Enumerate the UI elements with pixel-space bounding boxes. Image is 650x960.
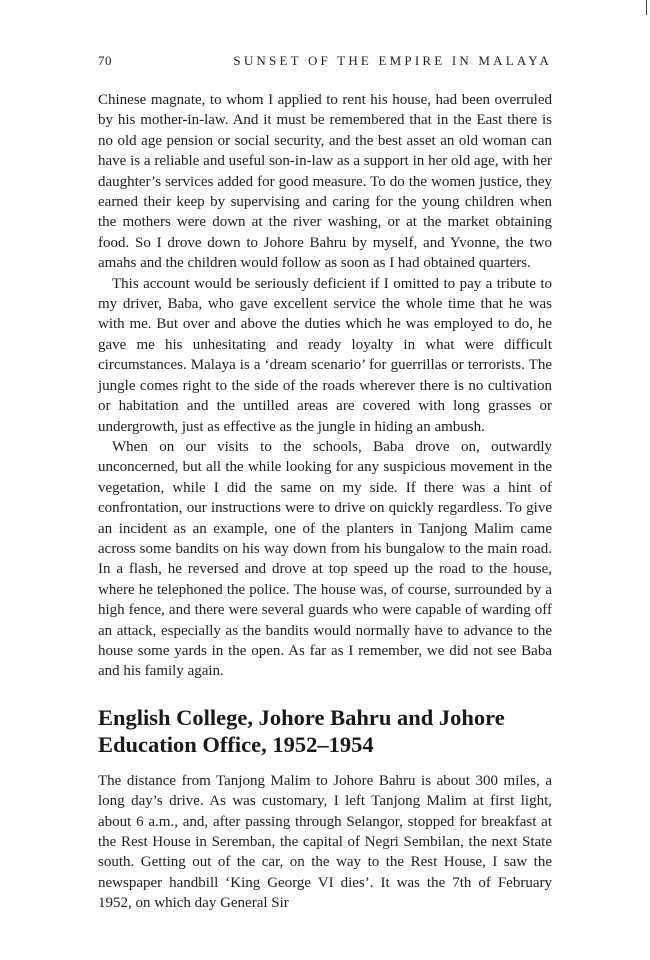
book-page xyxy=(98,50,552,914)
paragraph-journey: The distance from Tanjong Malim to Johore Bahru is about 300 miles, a long day’s drive. As was customary, I left Tanjong Malim at first light, about 6 a.m., and, after passing through Selangor, stopped for breakfast at the Rest House in Seremban, the capital of Negri Sembilan, the next State south. Getting out of the car, on the way to the Rest House, I saw the newspaper handbill ‘King George VI dies’. It was the 7th of February 1952, on which day General Sir xyxy=(98,772,552,912)
paragraph-school-visits: When on our visits to the schools, Baba drove on, outwardly unconcerned, but all the while looking for any suspicious movement in the vegetation, while I did the same on my side. If there was a hint of confrontation, our instructions were to drive on quickly regardless. To give an incident as an example, one of the planters in Tanjong Malim came across some bandits on his way down from his bungalow to the main road. In a flash, he reversed and drove at top speed up the road to the house, where he telephoned the police. The house was, of course, surrounded by a high fence, and there were several guards who were capable of warding off an attack, especially as the bandits would normally have to advance to the house some yards in the open. As far as I remember, we did not see Baba and his family again. xyxy=(98,438,552,680)
section-body xyxy=(98,771,552,914)
paragraph-continuation: Chinese magnate, to whom I applied to rent his house, had been overruled by his mother-in-law. And it must be remembered that in the East there is no old age pension or social security, and the best asset an old woman can have is a reliable and useful son-in-law as a support in her old age, with her daughter’s services added for good measure. To do the women justice, they earned their keep by supervising and caring for the young children when the mothers were down at the river washing, or at the market obtaining food. So I drove down to Johore Bahru by myself, and Yvonne, the two amahs and the children would follow as soon as I had obtained quarters. xyxy=(98,92,552,272)
section-heading: English College, Johore Bahru and Johore Education Office, 1952–1954 xyxy=(98,704,505,757)
body-text xyxy=(98,90,552,682)
paragraph-driver-tribute: This account would be seriously deficient if I omitted to pay a tribute to my driver, Baba, who gave excellent service the whole time that he was with me. But over and above the duties which he was employed to do, he gave me his unhesitating and ready loyalty in what were difficult circumstances. Malaya is a ‘dream scenario’ for guerrillas or terrorists. The jungle comes right to the side of the roads wherever there is no cultivation or habitation and the untilled areas are covered with long grasses or undergrowth, just as effective as the jungle in hiding an ambush. xyxy=(98,275,552,435)
running-head-title: SUNSET OF THE EMPIRE IN MALAYA xyxy=(233,53,552,68)
running-head xyxy=(98,50,552,72)
page-number: 70 xyxy=(98,53,112,68)
page-edge-mark xyxy=(646,0,647,15)
